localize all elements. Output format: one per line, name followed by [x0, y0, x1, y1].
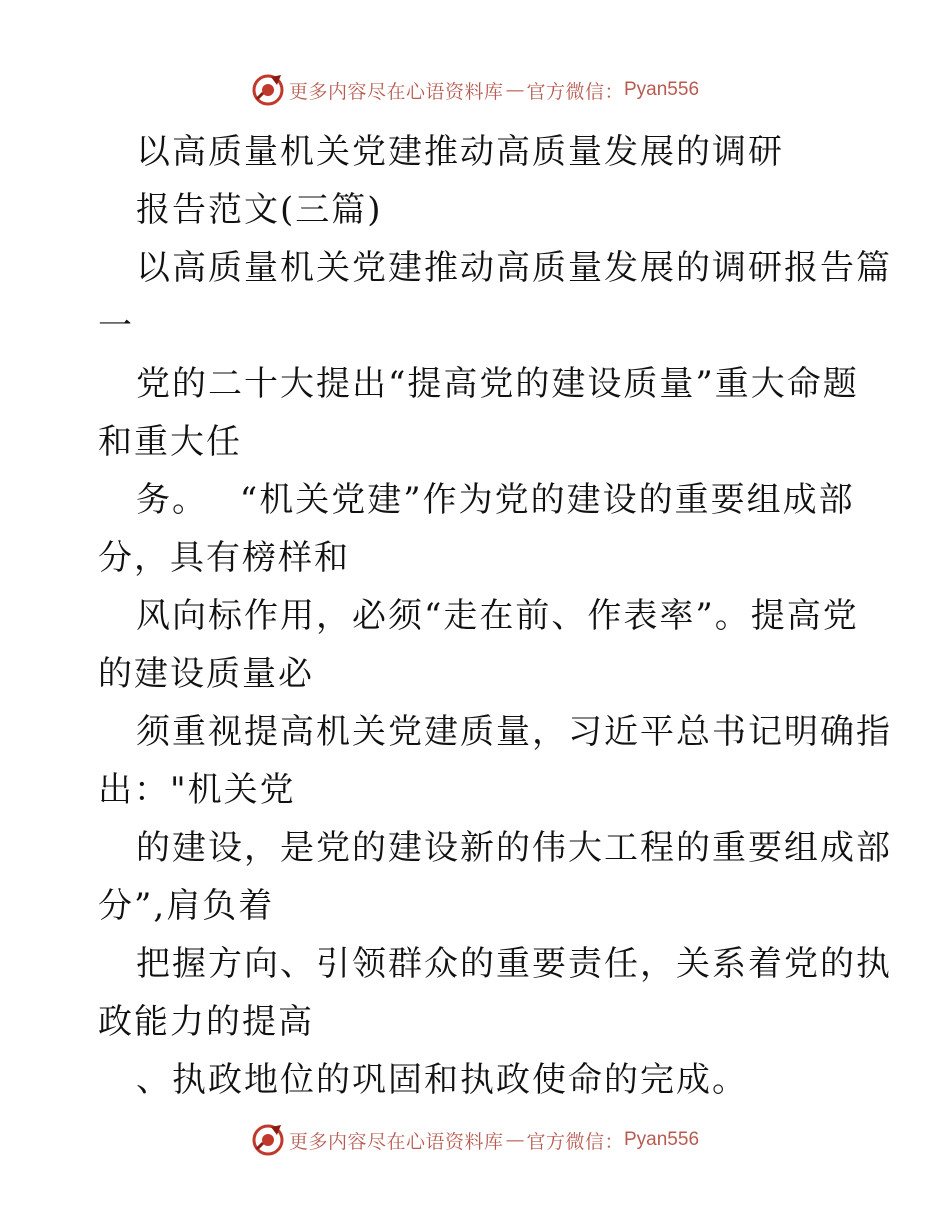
- watermark-wechat-id: Pyan556: [624, 79, 700, 100]
- paragraph-line: 风向标作用，必须“走在前、作表率”。提高党: [136, 596, 859, 636]
- watermark-header: [0, 70, 950, 110]
- paragraph-line: 分，具有榜样和: [98, 538, 350, 578]
- watermark-separator: —: [505, 1129, 525, 1151]
- pen-logo-icon: [251, 73, 285, 107]
- watermark-wechat-label: 官方微信：: [526, 1130, 624, 1153]
- paragraph-line: 的建设，是党的建设新的伟大工程的重要组成部: [136, 828, 892, 868]
- document-body: [98, 123, 892, 1109]
- paragraph-line: 把握方向、引领群众的重要责任，关系着党的执: [136, 944, 892, 984]
- pen-logo-icon: [251, 1123, 285, 1157]
- paragraph-line: 和重大任: [98, 422, 242, 462]
- doc-title-line-1: 以高质量机关党建推动高质量发展的调研: [136, 132, 784, 172]
- watermark-text: 更多内容尽在心语资料库: [288, 1130, 504, 1153]
- paragraph-line: 出："机关党: [98, 770, 296, 810]
- paragraph-line: 、执政地位的巩固和执政使命的完成。: [136, 1060, 748, 1100]
- watermark-wechat-id: Pyan556: [624, 1129, 700, 1150]
- paragraph-line: 政能力的提高: [98, 1002, 314, 1042]
- watermark-text: 更多内容尽在心语资料库: [288, 80, 504, 103]
- paragraph-line: 的建设质量必: [98, 654, 314, 694]
- section-heading-line-1: 以高质量机关党建推动高质量发展的调研报告篇: [136, 248, 892, 288]
- doc-title-line-2: 报告范文(三篇): [136, 190, 383, 230]
- watermark-footer: [0, 1120, 950, 1160]
- paragraph-line: 务。 “机关党建”作为党的建设的重要组成部: [136, 480, 855, 520]
- section-heading-line-2: 一: [98, 306, 134, 346]
- watermark-separator: —: [505, 79, 525, 101]
- paragraph-line: 分”,肩负着: [98, 886, 275, 926]
- paragraph-line: 须重视提高机关党建质量，习近平总书记明确指: [136, 712, 892, 752]
- paragraph-line: 党的二十大提出“提高党的建设质量”重大命题: [136, 364, 859, 404]
- watermark-wechat-label: 官方微信：: [526, 80, 624, 103]
